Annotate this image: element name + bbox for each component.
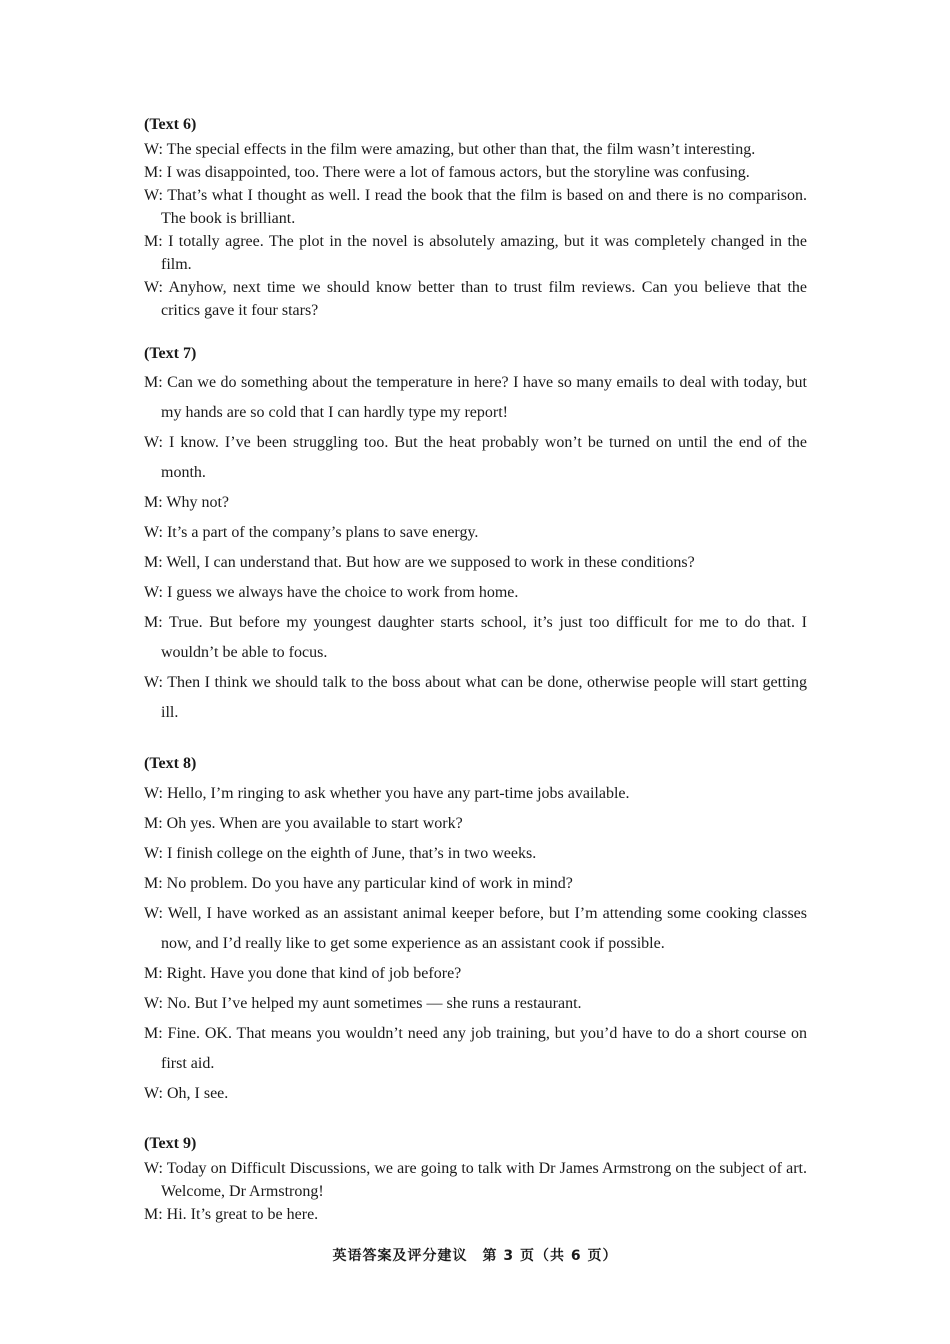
dialogue-line: W: That’s what I thought as well. I read the book that the film is based on and there is no comparison. The book is brilliant. xyxy=(144,187,807,227)
dialogue-line: M: Oh yes. When are you available to start work? xyxy=(144,815,463,832)
section-text-8 xyxy=(144,753,807,1109)
dialogue-line: M: I was disappointed, too. There were a lot of famous actors, but the storyline was confusing. xyxy=(144,164,750,181)
dialogue-line: W: The special effects in the film were amazing, but other than that, the film wasn’t interesting. xyxy=(144,141,756,158)
dialogue-line: W: Today on Difficult Discussions, we are going to talk with Dr James Armstrong on the subject of art. Welcome, Dr Armstrong! xyxy=(144,1160,807,1200)
dialogue-line: M: I totally agree. The plot in the novel is absolutely amazing, but it was completely changed in the film. xyxy=(144,233,807,273)
dialogue-line: M: Well, I can understand that. But how are we supposed to work in these conditions? xyxy=(144,554,695,571)
dialogue-line: M: Right. Have you done that kind of job before? xyxy=(144,965,462,982)
section-text-7 xyxy=(144,343,807,728)
dialogue-line: M: Why not? xyxy=(144,494,230,511)
section-heading: (Text 7) xyxy=(144,345,197,362)
dialogue-line: W: Hello, I’m ringing to ask whether you have any part-time jobs available. xyxy=(144,785,630,802)
dialogue-line: W: No. But I’ve helped my aunt sometimes — she runs a restaurant. xyxy=(144,995,582,1012)
dialogue-line: W: Well, I have worked as an assistant animal keeper before, but I’m attending some cooking classes now, and I’d really like to get some experience as an assistant cook if possible. xyxy=(144,905,807,952)
dialogue-line: W: It’s a part of the company’s plans to save energy. xyxy=(144,524,479,541)
dialogue-line: M: True. But before my youngest daughter starts school, it’s just too difficult for me to do that. I wouldn’t be able to focus. xyxy=(144,614,807,661)
dialogue-line: W: Then I think we should talk to the boss about what can be done, otherwise people will start getting ill. xyxy=(144,674,807,721)
section-text-9 xyxy=(144,1133,807,1226)
section-heading: (Text 8) xyxy=(144,755,197,772)
dialogue-line: M: Fine. OK. That means you wouldn’t need any job training, but you’d have to do a short course on first aid. xyxy=(144,1025,807,1072)
dialogue-line: M: Hi. It’s great to be here. xyxy=(144,1206,319,1223)
section-heading: (Text 6) xyxy=(144,116,197,133)
dialogue-line: W: I guess we always have the choice to work from home. xyxy=(144,584,519,601)
dialogue-line: M: No problem. Do you have any particular kind of work in mind? xyxy=(144,875,573,892)
page-footer: 英语答案及评分建议 第 3 页（共 6 页） xyxy=(332,1248,618,1264)
dialogue-line: W: I know. I’ve been struggling too. But the heat probably won’t be turned on until the end of the month. xyxy=(144,434,807,481)
dialogue-line: W: Anyhow, next time we should know better than to trust film reviews. Can you believe that the critics gave it four stars? xyxy=(144,279,807,319)
dialogue-line: W: I finish college on the eighth of June, that’s in two weeks. xyxy=(144,845,537,862)
section-heading: (Text 9) xyxy=(144,1135,197,1152)
transcript-content xyxy=(144,114,807,1226)
section-text-6 xyxy=(144,114,807,322)
dialogue-line: M: Can we do something about the temperature in here? I have so many emails to deal with today, but my hands are so cold that I can hardly type my report! xyxy=(144,374,807,421)
dialogue-line: W: Oh, I see. xyxy=(144,1085,229,1102)
